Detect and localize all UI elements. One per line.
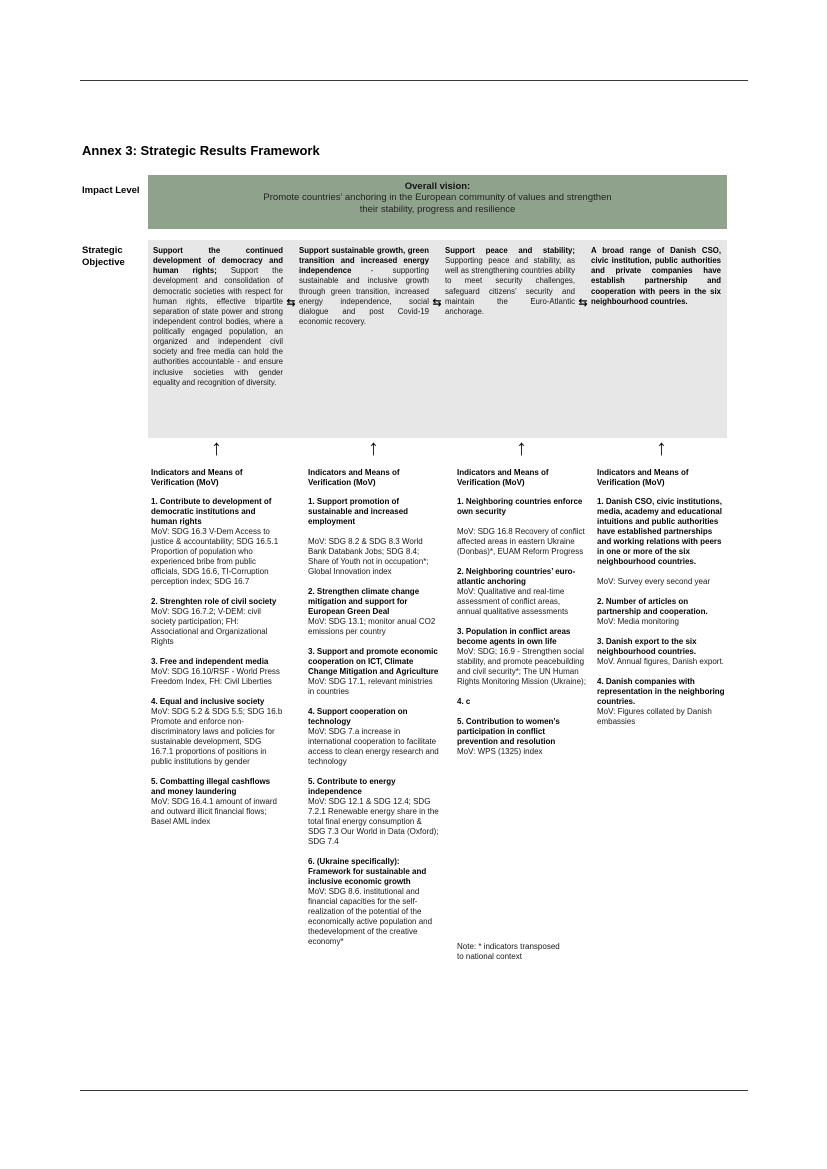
mov-item-heading: 1. Support promotion of sustainable and increased employment (308, 497, 409, 526)
mov-item-heading: 3. Danish export to the six neighbourhood countries. (597, 637, 697, 656)
mov-item-heading: 1. Contribute to development of democratic institutions and human rights (151, 497, 272, 526)
mov-header: Indicators and Means of Verification (MoV) (308, 468, 400, 487)
mov-item (457, 567, 586, 617)
objective-peace-rest: Supporting peace and stability, as well as strengthening countries ability to meet security challenges, safeguard citizens’ security and maintain the Euro-Atlantic anchorage. (445, 256, 575, 316)
mov-item-body: MoV: SDG 8.2 & SDG 8.3 World Bank Databank Jobs; SDG 8.4; Share of Youth not in occupation*; Global Innovation index (308, 537, 429, 576)
mov-item-body: MoV: Qualitative and real-time assessment of conflict areas, annual qualitative assessments (457, 587, 569, 616)
exchange-arrow-icon: ⇆ (578, 297, 588, 309)
mov-item-heading: 3. Population in conflict areas become agents in own life (457, 627, 571, 646)
mov-item (308, 857, 440, 947)
mov-item (457, 717, 586, 757)
up-arrow-icon: ↑ (211, 435, 222, 460)
mov-item-body: MoV: SDG 16.4.1 amount of inward and outward illicit financial flows; Basel AML index (151, 797, 277, 826)
mov-item-body: MoV: SDG 16.7.2; V-DEM: civil society participation; FH: Associational and Organizational Rights (151, 607, 268, 646)
up-arrow-icon: ↑ (516, 435, 527, 460)
mov-item-heading: 4. Danish companies with representation in the neighboring countries. (597, 677, 725, 706)
overall-vision-text-line1: Promote countries’ anchoring in the European community of values and strengthen (263, 192, 612, 203)
mov-item (151, 597, 283, 647)
mov-item-heading: 3. Free and independent media (151, 657, 269, 666)
mov-item (597, 597, 728, 627)
objective-democracy-rest: Support the development and consolidation of democratic societies with respect for human rights, effective tripartite separation of state power and strong independent control bodies, where a politically engaged population, an organized and independent civil society and free media can hold the authorities accountable - and ensure inclusive societies with gender equality and recognition of diversity. (153, 266, 283, 387)
mov-item-heading: 5. Contribution to women’s participation in conflict prevention and resolution (457, 717, 560, 746)
mov-item-heading: 2. Number of articles on partnership and cooperation. (597, 597, 708, 616)
mov-item-heading: 4. Support cooperation on technology (308, 707, 408, 726)
mov-item (151, 657, 283, 687)
objective-growth-lead: Support sustainable growth, green transition and increased energy independence (299, 246, 429, 276)
objective-partnership-lead: A broad range of Danish CSO, civic institution, public authorities and private companies have establish partnership and cooperation with peers in the six neighbourhood countries. (591, 246, 721, 306)
mov-item-body: MoV: SDG 16.10/RSF - World Press Freedom Index, FH: Civil Liberties (151, 667, 280, 686)
mov-item (151, 697, 283, 767)
mov-item-body: MoV: Figures collated by Danish embassies (597, 707, 712, 726)
impact-level-label: Impact Level (82, 185, 140, 196)
mov-item (597, 637, 728, 667)
exchange-arrow-icon: ⇆ (432, 297, 442, 309)
mov-item-body: MoV: SDG 16.8 Recovery of conflict affected areas in eastern Ukraine (Donbas)*, EUAM Reform Progress (457, 527, 585, 556)
objective-peace-lead: Support peace and stability; (445, 246, 575, 255)
mov-item-heading: 2. Strengthen climate change mitigation and support for European Green Deal (308, 587, 420, 616)
objective-growth (299, 246, 429, 432)
objective-democracy-lead: Support the continued development of democracy and human rights; (153, 246, 283, 276)
mov-item-body: MoV: SDG 17.1, relevant ministries in countries (308, 677, 433, 696)
mov-item-body: MoV: Survey every second year (597, 577, 711, 586)
footer-rule (80, 1090, 748, 1091)
up-arrow-icon: ↑ (368, 435, 379, 460)
mov-item (308, 497, 440, 577)
mov-item-heading: 3. Support and promote economic cooperation on ICT, Climate Change Mitigation and Agriculture (308, 647, 439, 676)
mov-item-heading: 4. Equal and inclusive society (151, 697, 265, 706)
mov-header: Indicators and Means of Verification (MoV) (457, 468, 549, 487)
mov-item (457, 497, 586, 557)
strategic-objective-label: Strategic Objective (82, 245, 125, 269)
page-title: Annex 3: Strategic Results Framework (82, 143, 320, 158)
mov-item-body: MoV: SDG 12.1 & SDG 12.4; SDG 7.2.1 Renewable energy share in the total final energy consumption & SDG 7.3 Our World in Data (Oxford); SDG 7.4 (308, 797, 439, 846)
mov-item-body: MoV: SDG 7.a increase in international cooperation to facilitate access to clean energy research and technology (308, 727, 439, 766)
overall-vision-title: Overall vision: (404, 181, 471, 192)
mov-item-body: MoV: WPS (1325) index (457, 747, 543, 756)
mov-item (308, 707, 440, 767)
objective-partnership (591, 246, 721, 432)
mov-item-body: MoV: SDG 5.2 & SDG 5.5; SDG 16.b Promote and enforce non-discriminatory laws and policies for sustainable development, SDG 16.7.1 proportions of positions in public institutions by gender (151, 707, 283, 766)
mov-item-heading: 5. Contribute to energy independence (308, 777, 396, 796)
mov-item-body: MoV: SDG 13.1; monitor anual CO2 emissions per country (308, 617, 436, 636)
mov-item (308, 777, 440, 847)
mov-header: Indicators and Means of Verification (MoV) (597, 468, 689, 487)
transposed-indicators-note: Note: * indicators transposed to national context (457, 942, 560, 961)
mov-item-heading: 1. Neighboring countries enforce own security (457, 497, 583, 516)
exchange-arrow-icon: ⇆ (286, 297, 296, 309)
mov-column-peace (457, 468, 586, 962)
overall-vision-text-line2: their stability, progress and resilience (359, 204, 516, 216)
mov-item-heading: 6. (Ukraine specifically): Framework for sustainable and inclusive economic growth (308, 857, 427, 886)
mov-item (308, 587, 440, 637)
mov-item (457, 627, 586, 687)
objective-democracy (153, 246, 283, 432)
mov-item (457, 697, 586, 707)
strategic-objective-box (148, 240, 727, 438)
mov-column-partnership (597, 468, 728, 737)
mov-column-growth (308, 468, 440, 957)
mov-item-body: MoV: Media monitoring (597, 617, 679, 626)
mov-item (151, 777, 283, 827)
mov-item-heading: 2. Strenghten role of civil society (151, 597, 277, 606)
objective-growth-rest: - supporting sustainable and inclusive growth through green transition, increased energy independence, social dialogue and post Covid-19 economic recovery. (299, 266, 429, 326)
up-arrow-icon: ↑ (656, 435, 667, 460)
mov-item (308, 647, 440, 697)
mov-item-body: MoV. Annual figures, Danish export. (597, 657, 724, 666)
objective-peace (445, 246, 575, 432)
mov-item-body: MoV: SDG; 16.9 - Strengthen social stability, and promote peacebuilding and civil security*; The UN Human Rights Monitoring Mission (Ukraine); (457, 647, 586, 686)
mov-item-heading: 4. c (457, 697, 471, 706)
header-rule (80, 80, 748, 81)
mov-item-heading: 5. Combatting illegal cashflows and money laundering (151, 777, 271, 796)
mov-item-body: MoV: SDG 16.3 V-Dem Access to justice & accountability; SDG 16.5.1 Proportion of population who experienced bribe from public officials, SDG 16.6, TI-Corruption perception index; SDG 16.7 (151, 527, 279, 586)
mov-item (597, 497, 728, 587)
mov-column-democracy (151, 468, 283, 837)
overall-vision-box (148, 175, 727, 229)
mov-item (597, 677, 728, 727)
mov-item-heading: 2. Neighboring countries’ euro-atlantic anchoring (457, 567, 576, 586)
mov-header: Indicators and Means of Verification (MoV) (151, 468, 243, 487)
mov-item-body: MoV: SDG 8.6. institutional and financial capacities for the self-realization of the potential of the economically active population and thedevelopment of the creative economy* (308, 887, 433, 946)
mov-item-heading: 1. Danish CSO, civic institutions, media, academy and educational intuitions and public authorities have established partnerships and working relations with peers in one or more of the six neighbourhood countries. (597, 497, 722, 566)
mov-item (151, 497, 283, 587)
